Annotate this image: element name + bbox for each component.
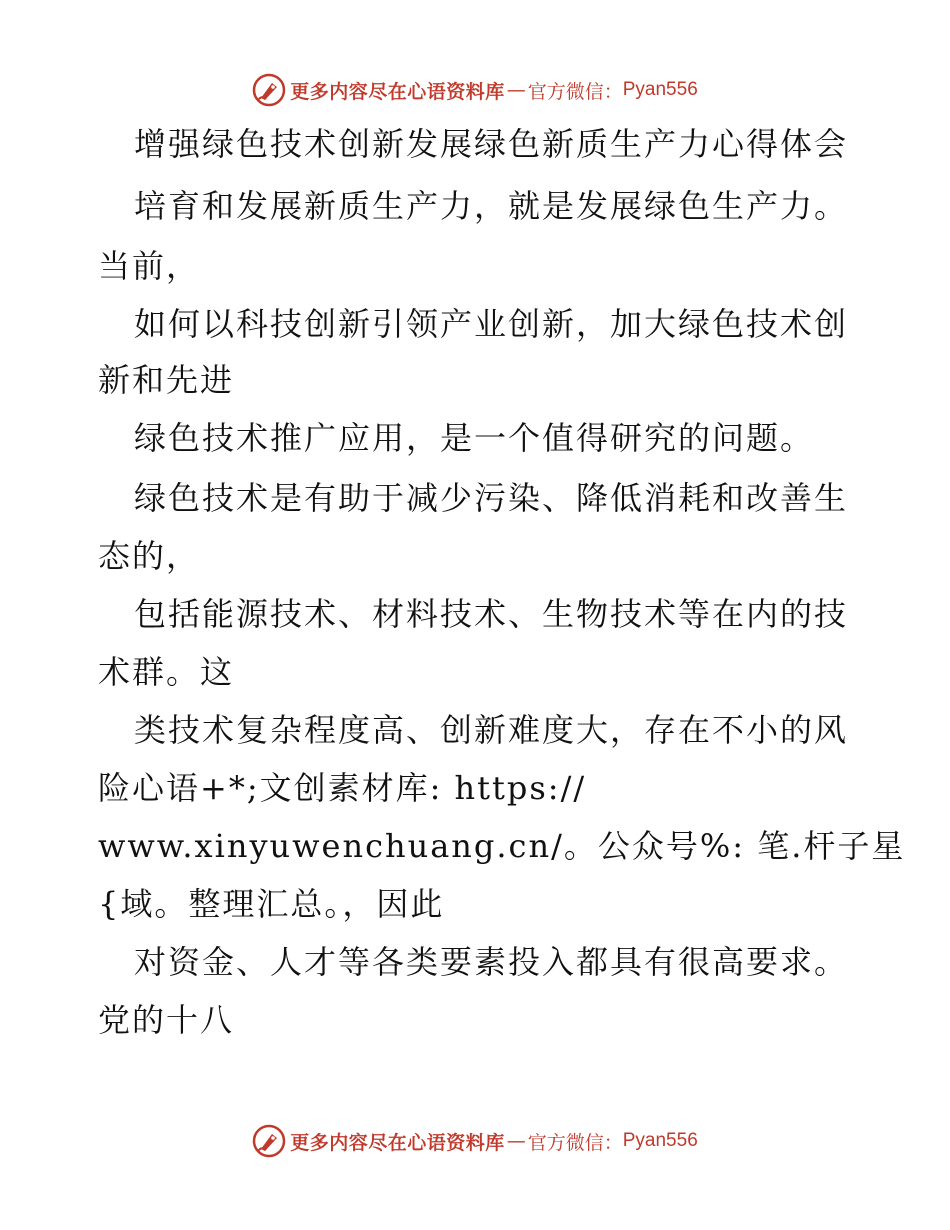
footer-watermark [0,1121,950,1161]
paragraph-line: {域。整理汇总。，因此 [98,885,445,923]
doc-title-line: 增强绿色技术创新发展绿色新质生产力心得体会 [134,125,849,163]
paragraph-line: 态的， [98,537,201,575]
header-watermark [0,70,950,110]
watermark-brand-text: 更多内容尽在心语资料库 [290,1131,505,1154]
paragraph-line: 绿色技术推广应用，是一个值得研究的问题。 [134,419,815,457]
watermark-wechat-label: 官方微信： [527,80,623,103]
pen-nib-logo-icon [252,73,286,107]
paragraph-line: 培育和发展新质生产力，就是发展绿色生产力。 [134,187,849,225]
watermark-brand-text: 更多内容尽在心语资料库 [290,80,505,103]
paragraph-line: www.xinyuwenchuang.cn/。公众号%: 笔.杆子星 [98,827,906,865]
paragraph-line: 绿色技术是有助于减少污染、降低消耗和改善生 [134,479,849,517]
paragraph-line: 新和先进 [98,361,235,399]
paragraph-line: 术群。这 [98,653,235,691]
paragraph-line: 党的十八 [98,1001,235,1039]
paragraph-line: 类技术复杂程度高、创新难度大，存在不小的风 [134,711,849,749]
paragraph-line: 当前， [98,247,201,285]
paragraph-line: 险心语+*;文创素材库: https:// [98,769,587,807]
watermark-wechat-label: 官方微信： [527,1131,623,1154]
pen-nib-logo-icon [252,1124,286,1158]
paragraph-line: 包括能源技术、材料技术、生物技术等在内的技 [134,595,849,633]
paragraph-line: 如何以科技创新引领产业创新，加大绿色技术创 [134,305,849,343]
watermark-wechat-id: Pyan556 [622,79,698,100]
watermark-dash: — [506,79,526,101]
watermark-wechat-id: Pyan556 [622,1130,698,1151]
watermark-dash: — [506,1130,526,1152]
paragraph-line: 对资金、人才等各类要素投入都具有很高要求。 [134,943,849,981]
